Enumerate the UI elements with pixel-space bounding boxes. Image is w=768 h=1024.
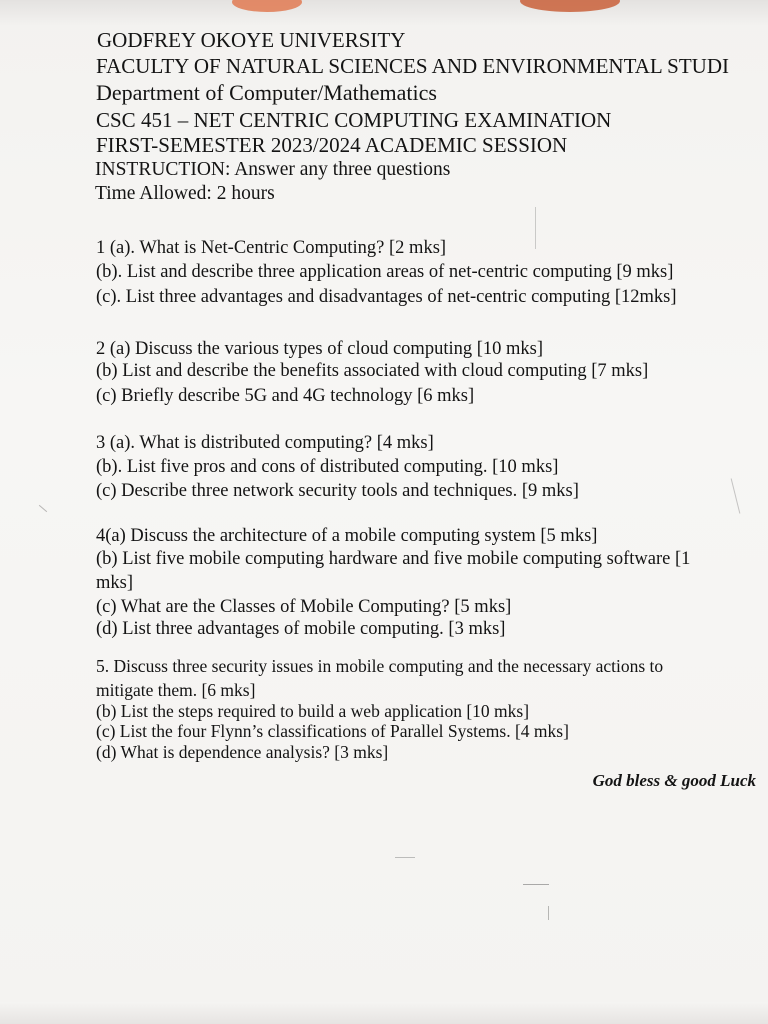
question-line: mitigate them. [6 mks]	[96, 680, 256, 700]
pencil-mark	[39, 505, 47, 512]
pencil-mark	[535, 207, 536, 249]
closing-remark: God bless & good Luck	[592, 771, 756, 790]
question-line: (b) List and describe the benefits associated with cloud computing [7 mks]	[96, 361, 649, 381]
university-name: GODFREY OKOYE UNIVERSITY	[97, 28, 406, 52]
question-line: (b) List the steps required to build a web application [10 mks]	[96, 701, 530, 721]
session-title: FIRST-SEMESTER 2023/2024 ACADEMIC SESSION	[96, 133, 568, 157]
pencil-mark	[523, 884, 549, 885]
question-line: (d) What is dependence analysis? [3 mks]	[96, 742, 389, 762]
pencil-mark	[731, 478, 741, 513]
course-title: CSC 451 – NET CENTRIC COMPUTING EXAMINATION	[96, 108, 612, 132]
question-line: (d) List three advantages of mobile computing. [3 mks]	[96, 619, 506, 639]
question-line: 4(a) Discuss the architecture of a mobile computing system [5 mks]	[96, 526, 598, 546]
question-line: (b). List and describe three application areas of net-centric computing [9 mks]	[96, 262, 674, 282]
question-line: (c) What are the Classes of Mobile Computing? [5 mks]	[96, 597, 512, 617]
department-name: Department of Computer/Mathematics	[96, 80, 437, 105]
question-line: mks]	[96, 573, 133, 593]
question-line: (b). List five pros and cons of distributed computing. [10 mks]	[96, 457, 559, 477]
pencil-mark	[548, 906, 549, 920]
paper-top-shadow	[0, 0, 768, 26]
pencil-mark	[395, 857, 415, 858]
question-line: (c) Describe three network security tools and techniques. [9 mks]	[96, 481, 579, 501]
question-line: (c) Briefly describe 5G and 4G technology [6 mks]	[96, 386, 475, 406]
question-line: 5. Discuss three security issues in mobile computing and the necessary actions to	[96, 656, 664, 676]
question-line: (c). List three advantages and disadvantages of net-centric computing [12mks]	[96, 287, 677, 307]
question-line: (b) List five mobile computing hardware and five mobile computing software [1	[96, 549, 691, 569]
faculty-name: FACULTY OF NATURAL SCIENCES AND ENVIRONMENTAL STUDI	[96, 54, 730, 78]
time-allowed: Time Allowed: 2 hours	[95, 183, 275, 204]
instruction-text: INSTRUCTION: Answer any three questions	[95, 159, 451, 180]
question-line: 2 (a) Discuss the various types of cloud computing [10 mks]	[96, 339, 544, 359]
question-line: 1 (a). What is Net-Centric Computing? [2 mks]	[96, 238, 447, 258]
question-line: 3 (a). What is distributed computing? [4 mks]	[96, 433, 434, 453]
paper-bottom-shadow	[0, 1002, 768, 1024]
question-line: (c) List the four Flynn’s classifications of Parallel Systems. [4 mks]	[96, 721, 569, 741]
